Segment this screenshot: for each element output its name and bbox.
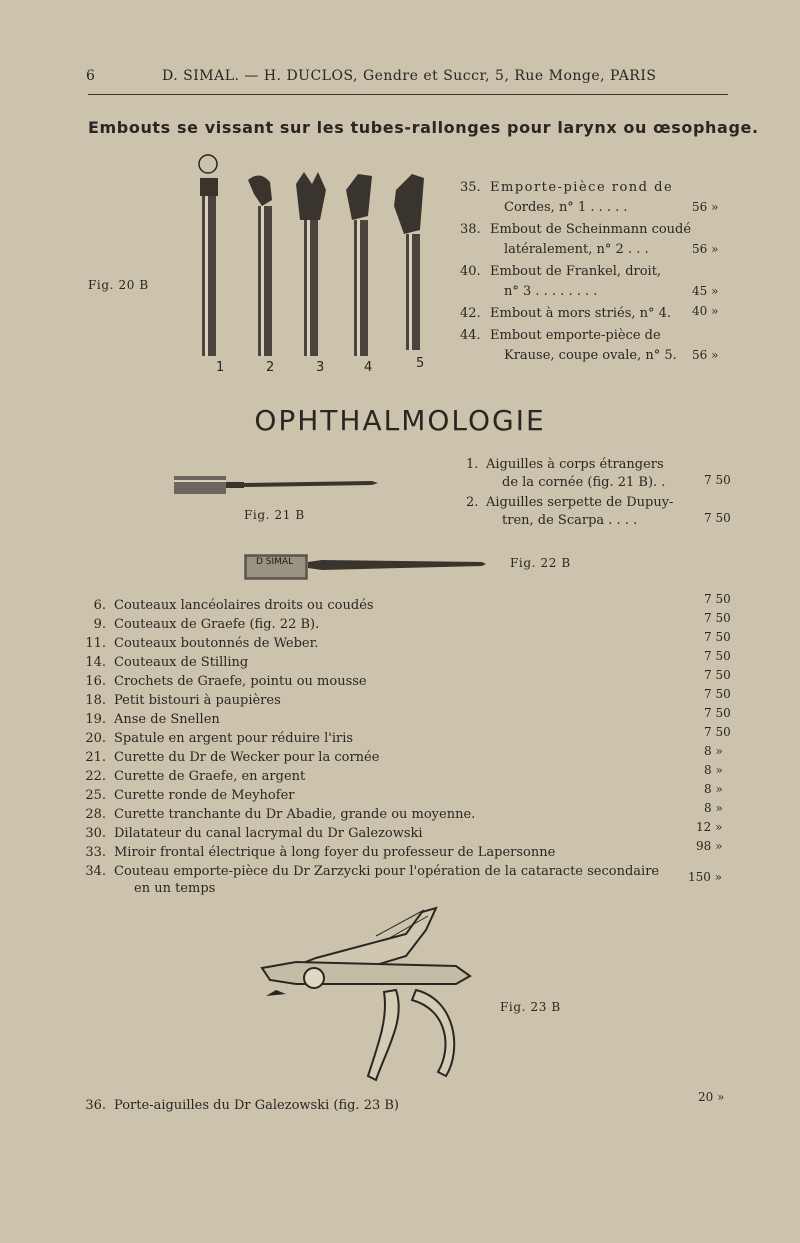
fig-number-5: 5 [416,356,425,371]
item-number: 14. [85,655,106,670]
embout-number: 42. [460,306,481,321]
list-item [0,687,800,711]
item-label: Couteaux lancéolaires droits ou coudés [114,598,374,613]
list-item [0,763,800,787]
embout-line2: Cordes, n° 1 . . . . . [504,200,628,215]
embout-price: 56 » [692,348,719,362]
section-title-embouts: Embouts se vissant sur les tubes-rallonges pour larynx ou œsophage. [88,118,759,137]
fig-number-2: 2 [266,360,275,375]
list-item [0,782,800,806]
needle-price: 7 50 [704,473,731,487]
item-label: Couteau emporte-pièce du Dr Zarzycki pour l'opération de la cataracte secondaire [114,864,660,879]
needle-number: 1. [466,457,479,472]
item-label: Couteaux boutonnés de Weber. [114,636,319,651]
header-rule [88,94,728,95]
fig-number-1: 1 [216,360,225,375]
item-number: 18. [85,693,106,708]
item-price: 7 50 [704,611,731,625]
item-number: 25. [85,788,106,803]
needle-price: 7 50 [704,511,731,525]
embout-line1: Emporte-pièce rond de [490,180,674,195]
list-item [0,820,800,844]
item-number: 21. [85,750,106,765]
figure-20b-label: Fig. 20 B [88,278,149,292]
item-label: Spatule en argent pour réduire l'iris [114,731,354,746]
item-price: 12 » [696,820,723,834]
item-price: 8 » [704,763,723,777]
item-price: 8 » [704,782,723,796]
needles-list [466,455,746,535]
needle-line2: de la cornée (fig. 21 B). . [502,475,666,490]
item-number: 19. [85,712,106,727]
embout-line1: Embout de Scheinmann coudé [490,222,692,237]
embout-number: 40. [460,264,481,279]
running-header: D. SIMAL. — H. DUCLOS, Gendre et Succr, 5, Rue Monge, PARIS [162,68,657,84]
embout-number: 38. [460,222,481,237]
list-item [0,592,800,616]
embout-line2: Krause, coupe ovale, n° 5. [504,348,677,363]
embout-line2: latéralement, n° 2 . . . [504,242,649,257]
item-price: 8 » [704,744,723,758]
embout-number: 44. [460,328,481,343]
item-label: Couteaux de Graefe (fig. 22 B). [114,617,320,632]
embout-price: 56 » [692,200,719,214]
item-label: Dilatateur du canal lacrymal du Dr Galezowski [114,826,423,841]
needle-line1: Aiguilles serpette de Dupuy- [486,495,674,510]
ophthalmology-price-list [0,592,800,898]
item-number: 22. [85,769,106,784]
item-label: Curette de Graefe, en argent [114,769,306,784]
item-price: 7 50 [704,687,731,701]
figure-22b-illustration [242,550,488,584]
embout-price: 56 » [692,242,719,256]
item-label: Curette ronde de Meyhofer [114,788,295,803]
embout-line2: n° 3 . . . . . . . . [504,284,598,299]
embout-line1: Embout à mors striés, n° 4. [490,306,672,321]
item-price: 7 50 [704,725,731,739]
item-number: 34. [85,864,106,879]
list-item [0,649,800,673]
item-price: 150 » [688,870,723,884]
item-price: 7 50 [704,592,731,606]
item-number: 6. [93,598,106,613]
needle-line1: Aiguilles à corps étrangers [486,457,664,472]
item-label: Petit bistouri à paupières [114,693,281,708]
item-label: Curette du Dr de Wecker pour la cornée [114,750,380,765]
figure-20b-illustration [188,150,448,380]
figure-20b-numbers [30,356,425,380]
item-price: 7 50 [704,706,731,720]
item-label: Anse de Snellen [114,712,220,727]
figure-23b-illustration [256,900,478,1086]
item-number: 28. [85,807,106,822]
embout-number: 35. [460,180,481,195]
list-item [0,630,800,654]
embout-line1: Embout emporte-pièce de [490,328,661,343]
needle-number: 2. [466,495,479,510]
embout-line1: Embout de Frankel, droit, [490,264,662,279]
item-price: 7 50 [704,668,731,682]
item-label: Crochets de Graefe, pointu ou mousse [114,674,367,689]
item-price: 7 50 [704,630,731,644]
list-item [0,864,800,900]
item-label: Curette tranchante du Dr Abadie, grande ou moyenne. [114,807,476,822]
item-number: 16. [85,674,106,689]
item-number: 20. [85,731,106,746]
final-list-item [0,1090,800,1116]
list-item [0,725,800,749]
figure-21b-illustration [172,470,382,500]
figure-22b-label: Fig. 22 B [510,556,571,570]
fig22-engraving: D SIMAL [256,557,294,567]
item-number: 36. [85,1098,106,1113]
needle-line2: tren, de Scarpa . . . . [502,513,638,528]
list-item [0,611,800,635]
page-number: 6 [86,68,96,84]
embout-price: 40 » [692,304,719,318]
item-label-continued: en un temps [134,881,216,896]
item-number: 11. [85,636,106,651]
embout-price: 45 » [692,284,719,298]
embouts-list [460,178,740,368]
list-item [0,839,800,863]
fig-number-3: 3 [316,360,325,375]
item-number: 33. [85,845,106,860]
item-price: 7 50 [704,649,731,663]
item-number: 9. [93,617,106,632]
item-price: 8 » [704,801,723,815]
item-label: Porte-aiguilles du Dr Galezowski (fig. 23 B) [114,1098,399,1113]
item-label: Couteaux de Stilling [114,655,249,670]
list-item [0,706,800,730]
list-item [0,801,800,825]
fig-number-4: 4 [364,360,373,375]
item-number: 30. [85,826,106,841]
item-label: Miroir frontal électrique à long foyer du professeur de Lapersonne [114,845,556,860]
figure-21b-label: Fig. 21 B [244,508,305,522]
list-item [0,744,800,768]
section-heading-ophthalmologie: OPHTHALMOLOGIE [254,404,546,437]
list-item [0,668,800,692]
figure-23b-label: Fig. 23 B [500,1000,561,1014]
item-price: 20 » [698,1090,725,1104]
item-price: 98 » [696,839,723,853]
